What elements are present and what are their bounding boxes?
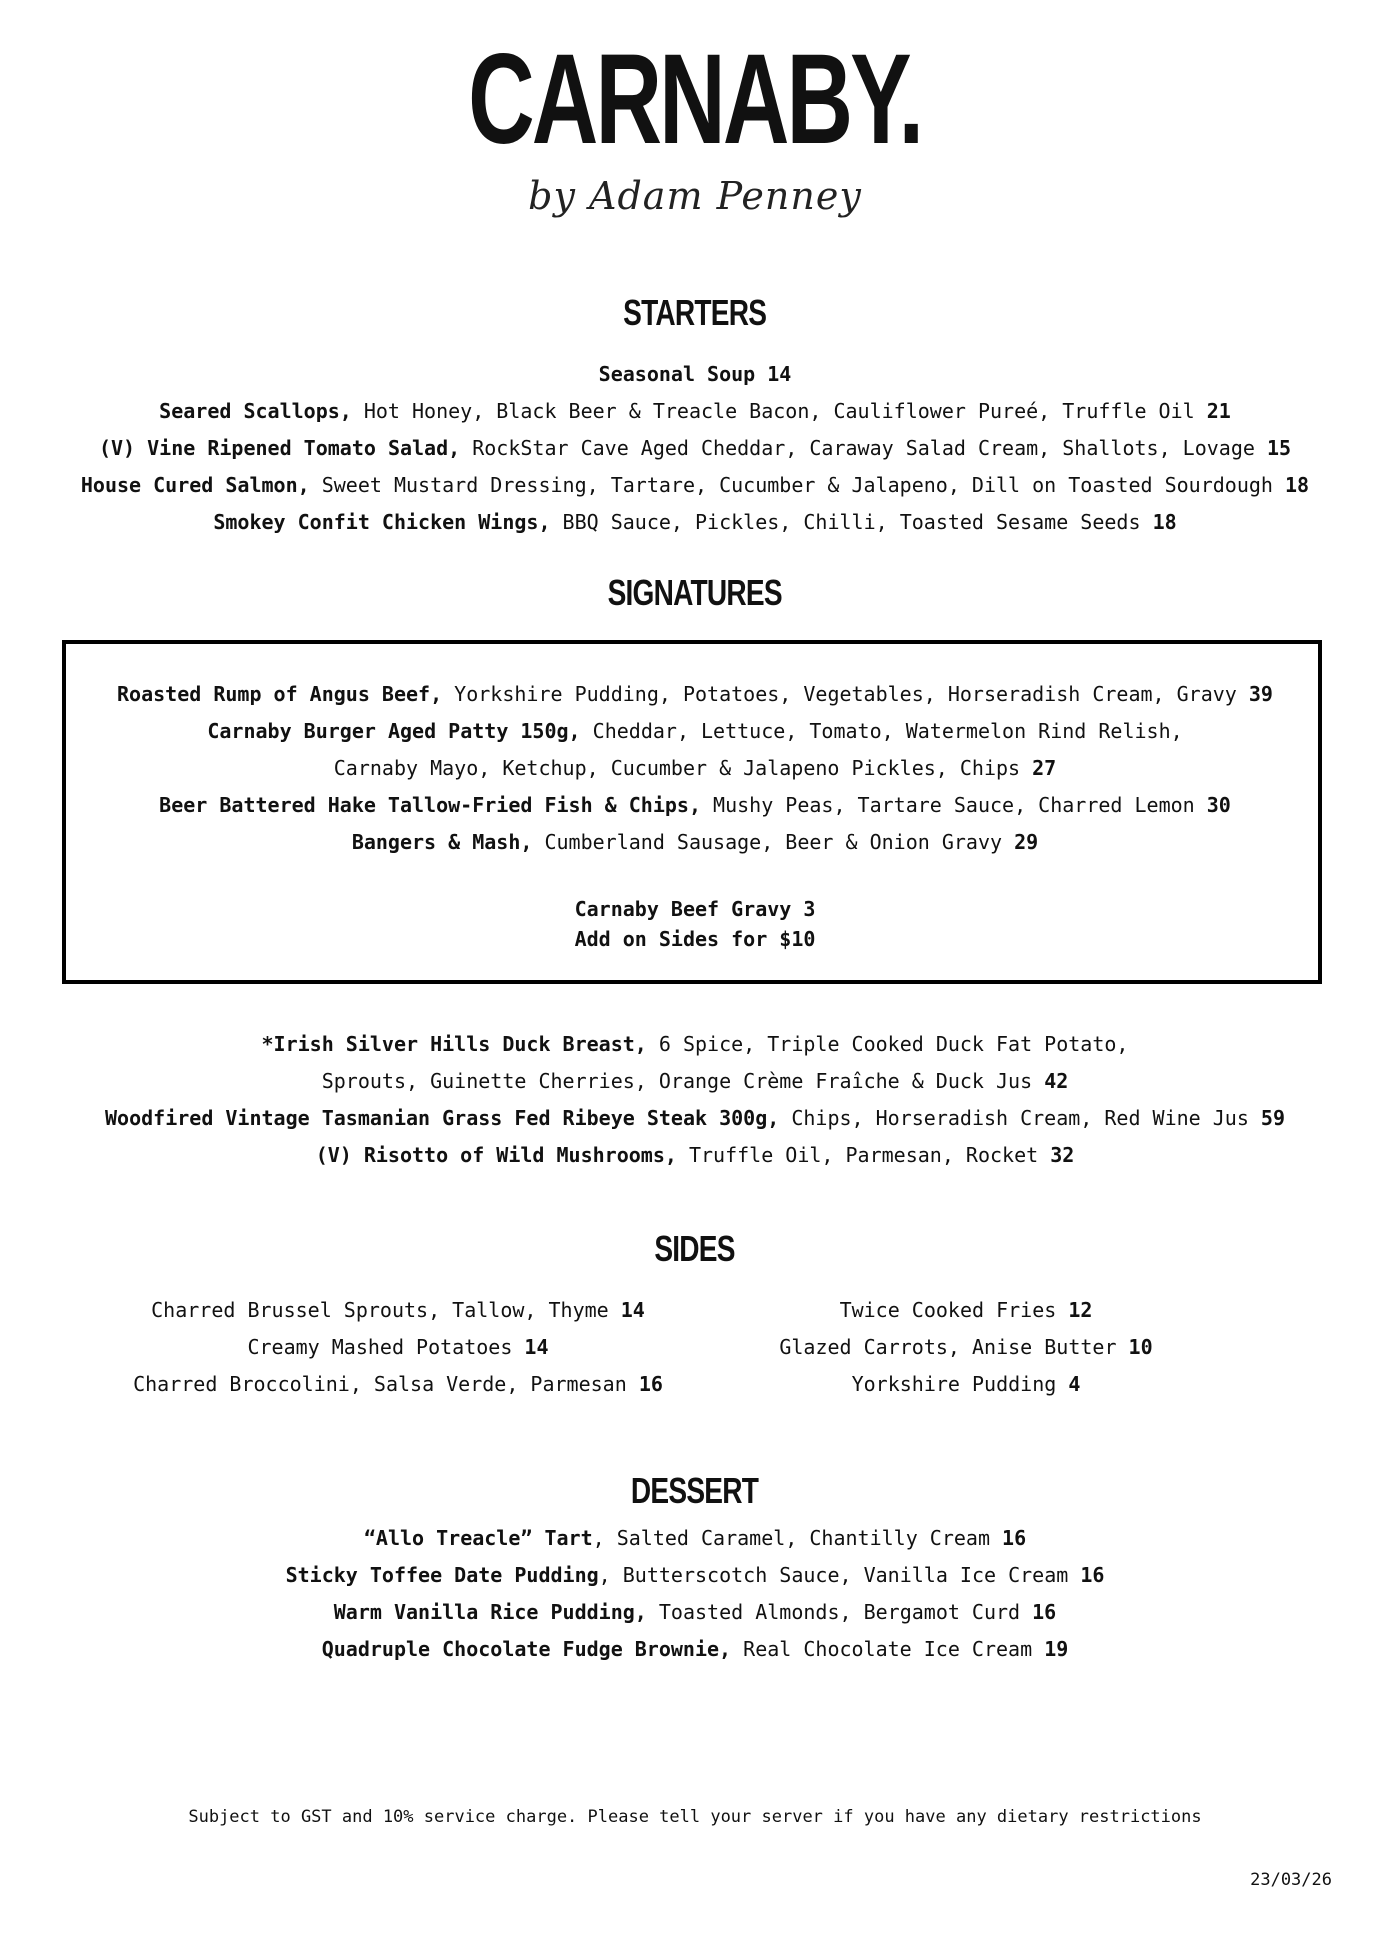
menu-item: (V) Vine Ripened Tomato Salad, RockStar Cave Aged Cheddar, Caraway Salad Cream, Shallots, Lovage 15 bbox=[98, 436, 1292, 460]
brand-signature: by Adam Penney bbox=[528, 174, 862, 218]
signatures-more-list bbox=[0, 1026, 1390, 1174]
side-item: Glazed Carrots, Anise Butter 10 bbox=[779, 1335, 1153, 1359]
side-item: Charred Broccolini, Salsa Verde, Parmesan 16 bbox=[133, 1372, 663, 1396]
extra-sides: Add on Sides for $10 bbox=[574, 927, 816, 951]
menu-item-continued: Carnaby Mayo, Ketchup, Cucumber & Jalapeno Pickles, Chips 27 bbox=[333, 756, 1057, 780]
menu-item: Beer Battered Hake Tallow-Fried Fish & Chips, Mushy Peas, Tartare Sauce, Charred Lemon 30 bbox=[159, 793, 1231, 817]
sides-right-column bbox=[686, 1292, 1246, 1403]
signatures-extras bbox=[0, 894, 1390, 954]
menu-item: House Cured Salmon, Sweet Mustard Dressing, Tartare, Cucumber & Jalapeno, Dill on Toasted Sourdough 18 bbox=[80, 473, 1310, 497]
extra-gravy: Carnaby Beef Gravy 3 bbox=[574, 897, 816, 921]
signatures-list bbox=[0, 676, 1390, 861]
sides-heading: SIDES bbox=[654, 1228, 736, 1269]
menu-item-continued: Sprouts, Guinette Cherries, Orange Crème Fraîche & Duck Jus 42 bbox=[321, 1069, 1069, 1093]
side-item: Charred Brussel Sprouts, Tallow, Thyme 14 bbox=[151, 1298, 645, 1322]
side-item: Twice Cooked Fries 12 bbox=[839, 1298, 1093, 1322]
side-item: Yorkshire Pudding 4 bbox=[851, 1372, 1081, 1396]
menu-item: Carnaby Burger Aged Patty 150g, Cheddar, Lettuce, Tomato, Watermelon Rind Relish, bbox=[207, 719, 1183, 743]
menu-item: “Allo Treacle” Tart, Salted Caramel, Chantilly Cream 16 bbox=[363, 1526, 1027, 1550]
menu-item: Warm Vanilla Rice Pudding, Toasted Almonds, Bergamot Curd 16 bbox=[333, 1600, 1057, 1624]
menu-item: (V) Risotto of Wild Mushrooms, Truffle Oil, Parmesan, Rocket 32 bbox=[315, 1143, 1075, 1167]
menu-item: Seared Scallops, Hot Honey, Black Beer & Treacle Bacon, Cauliflower Pureé, Truffle Oil 21 bbox=[159, 399, 1231, 423]
menu-date: 23/03/26 bbox=[1250, 1870, 1332, 1890]
menu-item: *Irish Silver Hills Duck Breast, 6 Spice, Triple Cooked Duck Fat Potato, bbox=[261, 1032, 1129, 1056]
menu-item: Seasonal Soup 14 bbox=[598, 362, 792, 386]
menu-item: Quadruple Chocolate Fudge Brownie, Real Chocolate Ice Cream 19 bbox=[321, 1637, 1069, 1661]
starters-heading: STARTERS bbox=[623, 292, 767, 333]
brand-header bbox=[0, 28, 1390, 218]
menu-item: Smokey Confit Chicken Wings, BBQ Sauce, Pickles, Chilli, Toasted Sesame Seeds 18 bbox=[213, 510, 1177, 534]
menu-item: Woodfired Vintage Tasmanian Grass Fed Ribeye Steak 300g, Chips, Horseradish Cream, Red Wine Jus 59 bbox=[104, 1106, 1286, 1130]
side-item: Creamy Mashed Potatoes 14 bbox=[247, 1335, 549, 1359]
signatures-heading: SIGNATURES bbox=[607, 572, 783, 613]
menu-item: Sticky Toffee Date Pudding, Butterscotch Sauce, Vanilla Ice Cream 16 bbox=[285, 1563, 1105, 1587]
starters-list bbox=[0, 356, 1390, 541]
dessert-heading: DESSERT bbox=[631, 1470, 759, 1511]
brand-logo: CARNABY. bbox=[468, 28, 922, 171]
dessert-list bbox=[0, 1520, 1390, 1668]
footer-note: Subject to GST and 10% service charge. Please tell your server if you have any dietary restrictions bbox=[188, 1807, 1202, 1827]
menu-item: Bangers & Mash, Cumberland Sausage, Beer & Onion Gravy 29 bbox=[351, 830, 1039, 854]
menu-item: Roasted Rump of Angus Beef, Yorkshire Pudding, Potatoes, Vegetables, Horseradish Cream, Gravy 39 bbox=[117, 682, 1273, 706]
sides-left-column bbox=[118, 1292, 678, 1403]
